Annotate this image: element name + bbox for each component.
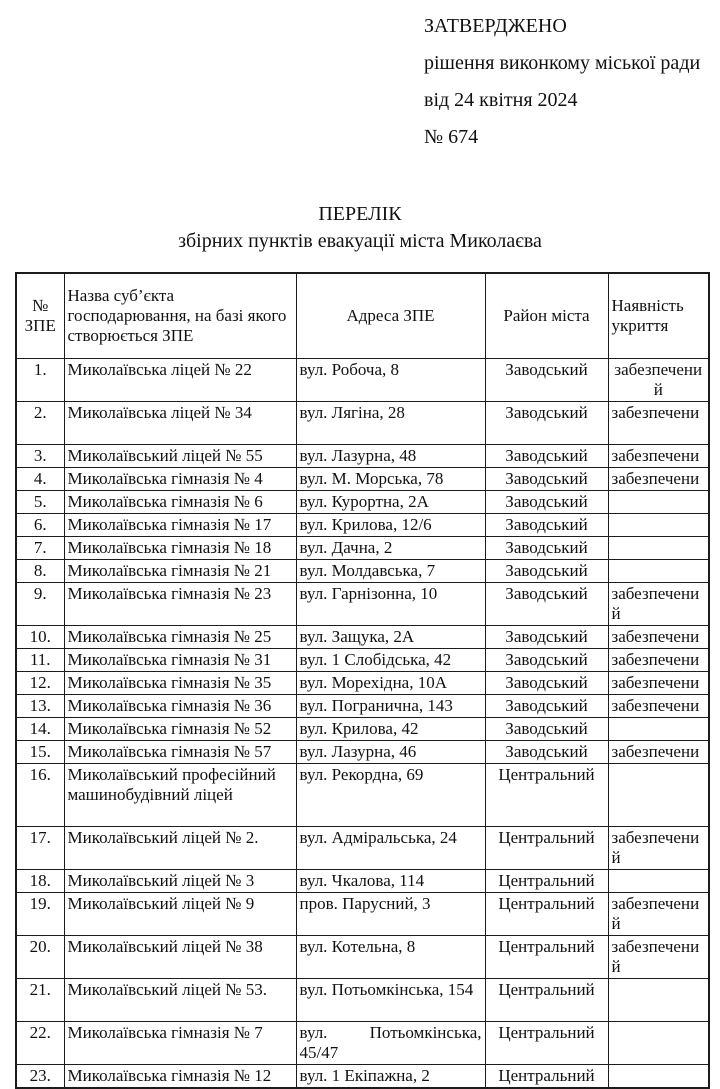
district: Заводський bbox=[485, 583, 608, 626]
entity-name: Миколаївська гімназія № 6 bbox=[64, 491, 296, 514]
shelter-status bbox=[608, 870, 709, 893]
table-row bbox=[16, 445, 709, 468]
address: вул. Молдавська, 7 bbox=[296, 560, 485, 583]
row-number: 9. bbox=[16, 583, 64, 626]
table-row bbox=[16, 560, 709, 583]
district: Заводський bbox=[485, 514, 608, 537]
evacuation-points-table bbox=[15, 272, 710, 1089]
entity-name: Миколаївський ліцей № 38 bbox=[64, 936, 296, 979]
address: вул. Чкалова, 114 bbox=[296, 870, 485, 893]
entity-name: Миколаївська гімназія № 25 bbox=[64, 626, 296, 649]
entity-name: Миколаївський ліцей № 53. bbox=[64, 979, 296, 1022]
shelter-status: забезпечени bbox=[608, 402, 709, 445]
shelter-status: забезпечени bbox=[608, 695, 709, 718]
row-number: 16. bbox=[16, 764, 64, 827]
table-row bbox=[16, 649, 709, 672]
row-number: 15. bbox=[16, 741, 64, 764]
entity-name: Миколаївська гімназія № 18 bbox=[64, 537, 296, 560]
table-row bbox=[16, 359, 709, 402]
address: вул. 1 Екіпажна, 2 bbox=[296, 1065, 485, 1089]
address: вул. Лягіна, 28 bbox=[296, 402, 485, 445]
district: Центральний bbox=[485, 893, 608, 936]
address: вул. Морехідна, 10А bbox=[296, 672, 485, 695]
row-number: 1. bbox=[16, 359, 64, 402]
table-row bbox=[16, 741, 709, 764]
entity-name: Миколаївський професійний машинобудівний ліцей bbox=[64, 764, 296, 827]
entity-name: Миколаївська гімназія № 36 bbox=[64, 695, 296, 718]
row-number: 22. bbox=[16, 1022, 64, 1065]
district: Центральний bbox=[485, 870, 608, 893]
district: Центральний bbox=[485, 1065, 608, 1089]
header-district: Район міста bbox=[485, 273, 608, 359]
address: вул. Дачна, 2 bbox=[296, 537, 485, 560]
shelter-status bbox=[608, 560, 709, 583]
district: Центральний bbox=[485, 936, 608, 979]
district: Заводський bbox=[485, 649, 608, 672]
shelter-status bbox=[608, 979, 709, 1022]
header-name: Назва суб’єкта господарювання, на базі якого створюється ЗПЕ bbox=[64, 273, 296, 359]
address: вул. 1 Слобідська, 42 bbox=[296, 649, 485, 672]
table-row bbox=[16, 514, 709, 537]
title-word: ПЕРЕЛІК bbox=[318, 203, 402, 225]
shelter-status: забезпечени bbox=[608, 741, 709, 764]
address: вул. Потьомкінська, 45/47 bbox=[296, 1022, 485, 1065]
district: Заводський bbox=[485, 491, 608, 514]
title-subtitle: збірних пунктів евакуації міста Миколаєва bbox=[178, 230, 542, 252]
entity-name: Миколаївський ліцей № 55 bbox=[64, 445, 296, 468]
table-row bbox=[16, 1022, 709, 1065]
row-number: 10. bbox=[16, 626, 64, 649]
district: Центральний bbox=[485, 827, 608, 870]
shelter-status bbox=[608, 514, 709, 537]
shelter-status bbox=[608, 491, 709, 514]
row-number: 20. bbox=[16, 936, 64, 979]
row-number: 5. bbox=[16, 491, 64, 514]
row-number: 8. bbox=[16, 560, 64, 583]
entity-name: Миколаївський ліцей № 3 bbox=[64, 870, 296, 893]
address: вул. Рекордна, 69 bbox=[296, 764, 485, 827]
header-address: Адреса ЗПЕ bbox=[296, 273, 485, 359]
row-number: 13. bbox=[16, 695, 64, 718]
district: Центральний bbox=[485, 764, 608, 827]
table-row bbox=[16, 1065, 709, 1089]
entity-name: Миколаївська ліцей № 34 bbox=[64, 402, 296, 445]
table-row bbox=[16, 626, 709, 649]
table-header bbox=[16, 273, 709, 359]
approval-line-decision: рішення виконкому міської ради bbox=[424, 52, 701, 74]
address: вул. Котельна, 8 bbox=[296, 936, 485, 979]
entity-name: Миколаївська ліцей № 22 bbox=[64, 359, 296, 402]
address: вул. Потьомкінська, 154 bbox=[296, 979, 485, 1022]
address: вул. Робоча, 8 bbox=[296, 359, 485, 402]
address: пров. Парусний, 3 bbox=[296, 893, 485, 936]
table-row bbox=[16, 936, 709, 979]
shelter-status bbox=[608, 537, 709, 560]
entity-name: Миколаївська гімназія № 52 bbox=[64, 718, 296, 741]
shelter-status: забезпечений bbox=[608, 893, 709, 936]
row-number: 18. bbox=[16, 870, 64, 893]
shelter-status: забезпечени bbox=[608, 468, 709, 491]
district: Заводський bbox=[485, 445, 608, 468]
table-row bbox=[16, 672, 709, 695]
table-row bbox=[16, 764, 709, 827]
entity-name: Миколаївська гімназія № 57 bbox=[64, 741, 296, 764]
row-number: 19. bbox=[16, 893, 64, 936]
entity-name: Миколаївська гімназія № 4 bbox=[64, 468, 296, 491]
entity-name: Миколаївська гімназія № 35 bbox=[64, 672, 296, 695]
entity-name: Миколаївська гімназія № 17 bbox=[64, 514, 296, 537]
approval-line-date: від 24 квітня 2024 bbox=[424, 89, 578, 111]
row-number: 14. bbox=[16, 718, 64, 741]
shelter-status: забезпечений bbox=[608, 359, 709, 402]
shelter-status: забезпечений bbox=[608, 583, 709, 626]
district: Заводський bbox=[485, 468, 608, 491]
row-number: 17. bbox=[16, 827, 64, 870]
address: вул. Погранична, 143 bbox=[296, 695, 485, 718]
table-row bbox=[16, 979, 709, 1022]
district: Заводський bbox=[485, 359, 608, 402]
address: вул. Лазурна, 48 bbox=[296, 445, 485, 468]
row-number: 3. bbox=[16, 445, 64, 468]
row-number: 2. bbox=[16, 402, 64, 445]
district: Центральний bbox=[485, 979, 608, 1022]
shelter-status: забезпечени bbox=[608, 672, 709, 695]
address: вул. Защука, 2А bbox=[296, 626, 485, 649]
shelter-status bbox=[608, 1022, 709, 1065]
address: вул. Лазурна, 46 bbox=[296, 741, 485, 764]
header-num: № ЗПЕ bbox=[16, 273, 64, 359]
row-number: 23. bbox=[16, 1065, 64, 1089]
shelter-status: забезпечени bbox=[608, 626, 709, 649]
row-number: 12. bbox=[16, 672, 64, 695]
entity-name: Миколаївська гімназія № 21 bbox=[64, 560, 296, 583]
row-number: 7. bbox=[16, 537, 64, 560]
address: вул. Крилова, 12/6 bbox=[296, 514, 485, 537]
approval-block bbox=[424, 8, 700, 156]
district: Заводський bbox=[485, 626, 608, 649]
district: Заводський bbox=[485, 741, 608, 764]
table-row bbox=[16, 718, 709, 741]
approval-line-approved: ЗАТВЕРДЖЕНО bbox=[424, 15, 567, 37]
table-row bbox=[16, 695, 709, 718]
header-shelter: Наявність укриття bbox=[608, 273, 709, 359]
address: вул. Курортна, 2А bbox=[296, 491, 485, 514]
district: Центральний bbox=[485, 1022, 608, 1065]
shelter-status: забезпечени bbox=[608, 649, 709, 672]
district: Заводський bbox=[485, 560, 608, 583]
address: вул. Гарнізонна, 10 bbox=[296, 583, 485, 626]
shelter-status bbox=[608, 1065, 709, 1089]
table-row bbox=[16, 491, 709, 514]
row-number: 11. bbox=[16, 649, 64, 672]
shelter-status: забезпечений bbox=[608, 827, 709, 870]
table-row bbox=[16, 537, 709, 560]
district: Заводський bbox=[485, 402, 608, 445]
table-header-row bbox=[16, 273, 709, 359]
entity-name: Миколаївська гімназія № 31 bbox=[64, 649, 296, 672]
entity-name: Миколаївський ліцей № 2. bbox=[64, 827, 296, 870]
district: Заводський bbox=[485, 695, 608, 718]
address: вул. Адміральська, 24 bbox=[296, 827, 485, 870]
row-number: 6. bbox=[16, 514, 64, 537]
table-body bbox=[16, 359, 709, 1089]
entity-name: Миколаївська гімназія № 7 bbox=[64, 1022, 296, 1065]
entity-name: Миколаївська гімназія № 12 bbox=[64, 1065, 296, 1089]
district: Заводський bbox=[485, 718, 608, 741]
table-row bbox=[16, 583, 709, 626]
address: вул. Крилова, 42 bbox=[296, 718, 485, 741]
table-row bbox=[16, 870, 709, 893]
document-title bbox=[0, 201, 720, 255]
shelter-status: забезпечени bbox=[608, 445, 709, 468]
row-number: 4. bbox=[16, 468, 64, 491]
address: вул. М. Морська, 78 bbox=[296, 468, 485, 491]
table-row bbox=[16, 827, 709, 870]
district: Заводський bbox=[485, 672, 608, 695]
shelter-status bbox=[608, 718, 709, 741]
entity-name: Миколаївська гімназія № 23 bbox=[64, 583, 296, 626]
table-row bbox=[16, 468, 709, 491]
table-row bbox=[16, 893, 709, 936]
shelter-status: забезпечений bbox=[608, 936, 709, 979]
approval-line-number: № 674 bbox=[424, 126, 479, 148]
table-row bbox=[16, 402, 709, 445]
district: Заводський bbox=[485, 537, 608, 560]
row-number: 21. bbox=[16, 979, 64, 1022]
shelter-status bbox=[608, 764, 709, 827]
entity-name: Миколаївський ліцей № 9 bbox=[64, 893, 296, 936]
